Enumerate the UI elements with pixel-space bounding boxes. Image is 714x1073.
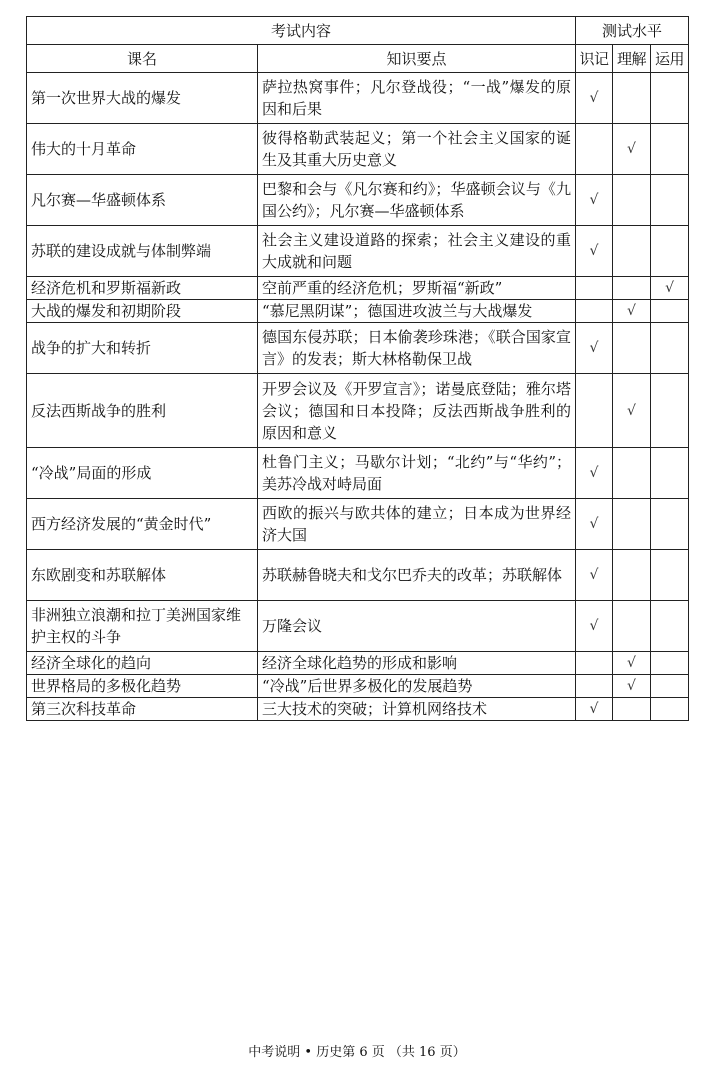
page-footer: 中考说明 • 历史第 6 页 （共 16 页） <box>248 1045 466 1060</box>
level-apply-cell <box>651 675 689 698</box>
check-mark-icon: √ <box>589 465 599 481</box>
level-understand-cell <box>613 675 651 698</box>
level-understand-cell <box>613 550 651 601</box>
level-understand-header: 理解 <box>613 45 651 73</box>
level-recall-cell <box>576 698 613 721</box>
check-mark-icon: √ <box>665 280 674 296</box>
table-row <box>27 226 689 277</box>
level-understand-cell <box>613 226 651 277</box>
level-apply-cell <box>651 277 689 300</box>
level-apply-cell <box>651 374 689 448</box>
level-apply-cell <box>651 601 689 652</box>
level-recall-cell <box>576 226 613 277</box>
check-mark-icon: √ <box>589 567 599 583</box>
course-name-cell: 大战的爆发和初期阶段 <box>27 300 258 323</box>
level-recall-cell <box>576 124 613 175</box>
level-understand-cell <box>613 175 651 226</box>
knowledge-points-cell: 开罗会议及《开罗宣言》；诺曼底登陆；雅尔塔会议；德国和日本投降；反法西斯战争胜利的原因和意义 <box>258 374 576 448</box>
course-name-cell: 苏联的建设成就与体制弊端 <box>27 226 258 277</box>
table-header <box>27 17 689 73</box>
course-name-cell: 第三次科技革命 <box>27 698 258 721</box>
table-row <box>27 499 689 550</box>
level-recall-cell <box>576 175 613 226</box>
check-mark-icon: √ <box>627 678 636 694</box>
knowledge-points-cell: 空前严重的经济危机；罗斯福“新政” <box>258 277 576 300</box>
course-name-cell: 西方经济发展的“黄金时代” <box>27 499 258 550</box>
level-understand-cell <box>613 323 651 374</box>
level-apply-cell <box>651 652 689 675</box>
level-apply-cell <box>651 698 689 721</box>
check-mark-icon: √ <box>589 192 599 208</box>
header-row-top <box>27 17 689 45</box>
table-row <box>27 175 689 226</box>
knowledge-points-cell: 经济全球化趋势的形成和影响 <box>258 652 576 675</box>
table-row <box>27 300 689 323</box>
level-apply-cell <box>651 175 689 226</box>
level-recall-cell <box>576 675 613 698</box>
level-apply-cell <box>651 550 689 601</box>
knowledge-points-cell: 杜鲁门主义；马歇尔计划；“北约”与“华约”；美苏冷战对峙局面 <box>258 448 576 499</box>
level-apply-cell <box>651 300 689 323</box>
knowledge-points-cell: 德国东侵苏联；日本偷袭珍珠港；《联合国家宣言》的发表；斯大林格勒保卫战 <box>258 323 576 374</box>
level-understand-cell <box>613 652 651 675</box>
level-apply-cell <box>651 323 689 374</box>
course-name-cell: 反法西斯战争的胜利 <box>27 374 258 448</box>
table-row <box>27 277 689 300</box>
content-title-header: 考试内容 <box>27 17 576 45</box>
table-row <box>27 698 689 721</box>
level-understand-cell <box>613 448 651 499</box>
level-recall-cell <box>576 323 613 374</box>
level-recall-cell <box>576 550 613 601</box>
check-mark-icon: √ <box>627 303 636 319</box>
table-row <box>27 73 689 124</box>
check-mark-icon: √ <box>589 701 599 717</box>
level-recall-header: 识记 <box>576 45 613 73</box>
check-mark-icon: √ <box>589 243 599 259</box>
knowledge-points-cell: 巴黎和会与《凡尔赛和约》；华盛顿会议与《九国公约》；凡尔赛—华盛顿体系 <box>258 175 576 226</box>
level-understand-cell <box>613 698 651 721</box>
level-understand-cell <box>613 300 651 323</box>
level-understand-cell <box>613 73 651 124</box>
table-row <box>27 448 689 499</box>
level-understand-cell <box>613 374 651 448</box>
points-column-header: 知识要点 <box>258 45 576 73</box>
level-apply-cell <box>651 499 689 550</box>
level-apply-cell <box>651 226 689 277</box>
level-understand-cell <box>613 277 651 300</box>
check-mark-icon: √ <box>589 516 599 532</box>
knowledge-points-cell: “冷战”后世界多极化的发展趋势 <box>258 675 576 698</box>
table-row <box>27 374 689 448</box>
knowledge-points-cell: “慕尼黑阴谋”；德国进攻波兰与大战爆发 <box>258 300 576 323</box>
check-mark-icon: √ <box>627 655 636 671</box>
exam-content-table <box>26 16 689 721</box>
check-mark-icon: √ <box>627 141 636 157</box>
table-row <box>27 675 689 698</box>
level-recall-cell <box>576 300 613 323</box>
course-name-cell: 凡尔赛—华盛顿体系 <box>27 175 258 226</box>
knowledge-points-cell: 彼得格勒武装起义；第一个社会主义国家的诞生及其重大历史意义 <box>258 124 576 175</box>
check-mark-icon: √ <box>589 90 599 106</box>
knowledge-points-cell: 萨拉热窝事件；凡尔登战役；“一战”爆发的原因和后果 <box>258 73 576 124</box>
course-name-cell: 非洲独立浪潮和拉丁美洲国家维护主权的斗争 <box>27 601 258 652</box>
level-title-header: 测试水平 <box>576 17 689 45</box>
level-understand-cell <box>613 601 651 652</box>
table-row <box>27 652 689 675</box>
check-mark-icon: √ <box>589 340 599 356</box>
knowledge-points-cell: 苏联赫鲁晓夫和戈尔巴乔夫的改革；苏联解体 <box>258 550 576 601</box>
table-body <box>27 73 689 721</box>
level-recall-cell <box>576 73 613 124</box>
level-understand-cell <box>613 124 651 175</box>
level-recall-cell <box>576 652 613 675</box>
course-column-header: 课名 <box>27 45 258 73</box>
level-understand-cell <box>613 499 651 550</box>
check-mark-icon: √ <box>627 402 636 419</box>
knowledge-points-cell: 西欧的振兴与欧共体的建立；日本成为世界经济大国 <box>258 499 576 550</box>
knowledge-points-cell: 三大技术的突破；计算机网络技术 <box>258 698 576 721</box>
knowledge-points-cell: 万隆会议 <box>258 601 576 652</box>
table-row <box>27 550 689 601</box>
course-name-cell: 世界格局的多极化趋势 <box>27 675 258 698</box>
course-name-cell: 东欧剧变和苏联解体 <box>27 550 258 601</box>
table-row <box>27 124 689 175</box>
header-row-sub <box>27 45 689 73</box>
course-name-cell: “冷战”局面的形成 <box>27 448 258 499</box>
level-apply-header: 运用 <box>651 45 689 73</box>
level-recall-cell <box>576 601 613 652</box>
level-apply-cell <box>651 124 689 175</box>
level-recall-cell <box>576 499 613 550</box>
table-row <box>27 601 689 652</box>
course-name-cell: 第一次世界大战的爆发 <box>27 73 258 124</box>
level-apply-cell <box>651 448 689 499</box>
course-name-cell: 伟大的十月革命 <box>27 124 258 175</box>
level-recall-cell <box>576 277 613 300</box>
knowledge-points-cell: 社会主义建设道路的探索；社会主义建设的重大成就和问题 <box>258 226 576 277</box>
course-name-cell: 战争的扩大和转折 <box>27 323 258 374</box>
table-row <box>27 323 689 374</box>
check-mark-icon: √ <box>589 618 599 634</box>
course-name-cell: 经济危机和罗斯福新政 <box>27 277 258 300</box>
level-apply-cell <box>651 73 689 124</box>
course-name-cell: 经济全球化的趋向 <box>27 652 258 675</box>
level-recall-cell <box>576 448 613 499</box>
level-recall-cell <box>576 374 613 448</box>
